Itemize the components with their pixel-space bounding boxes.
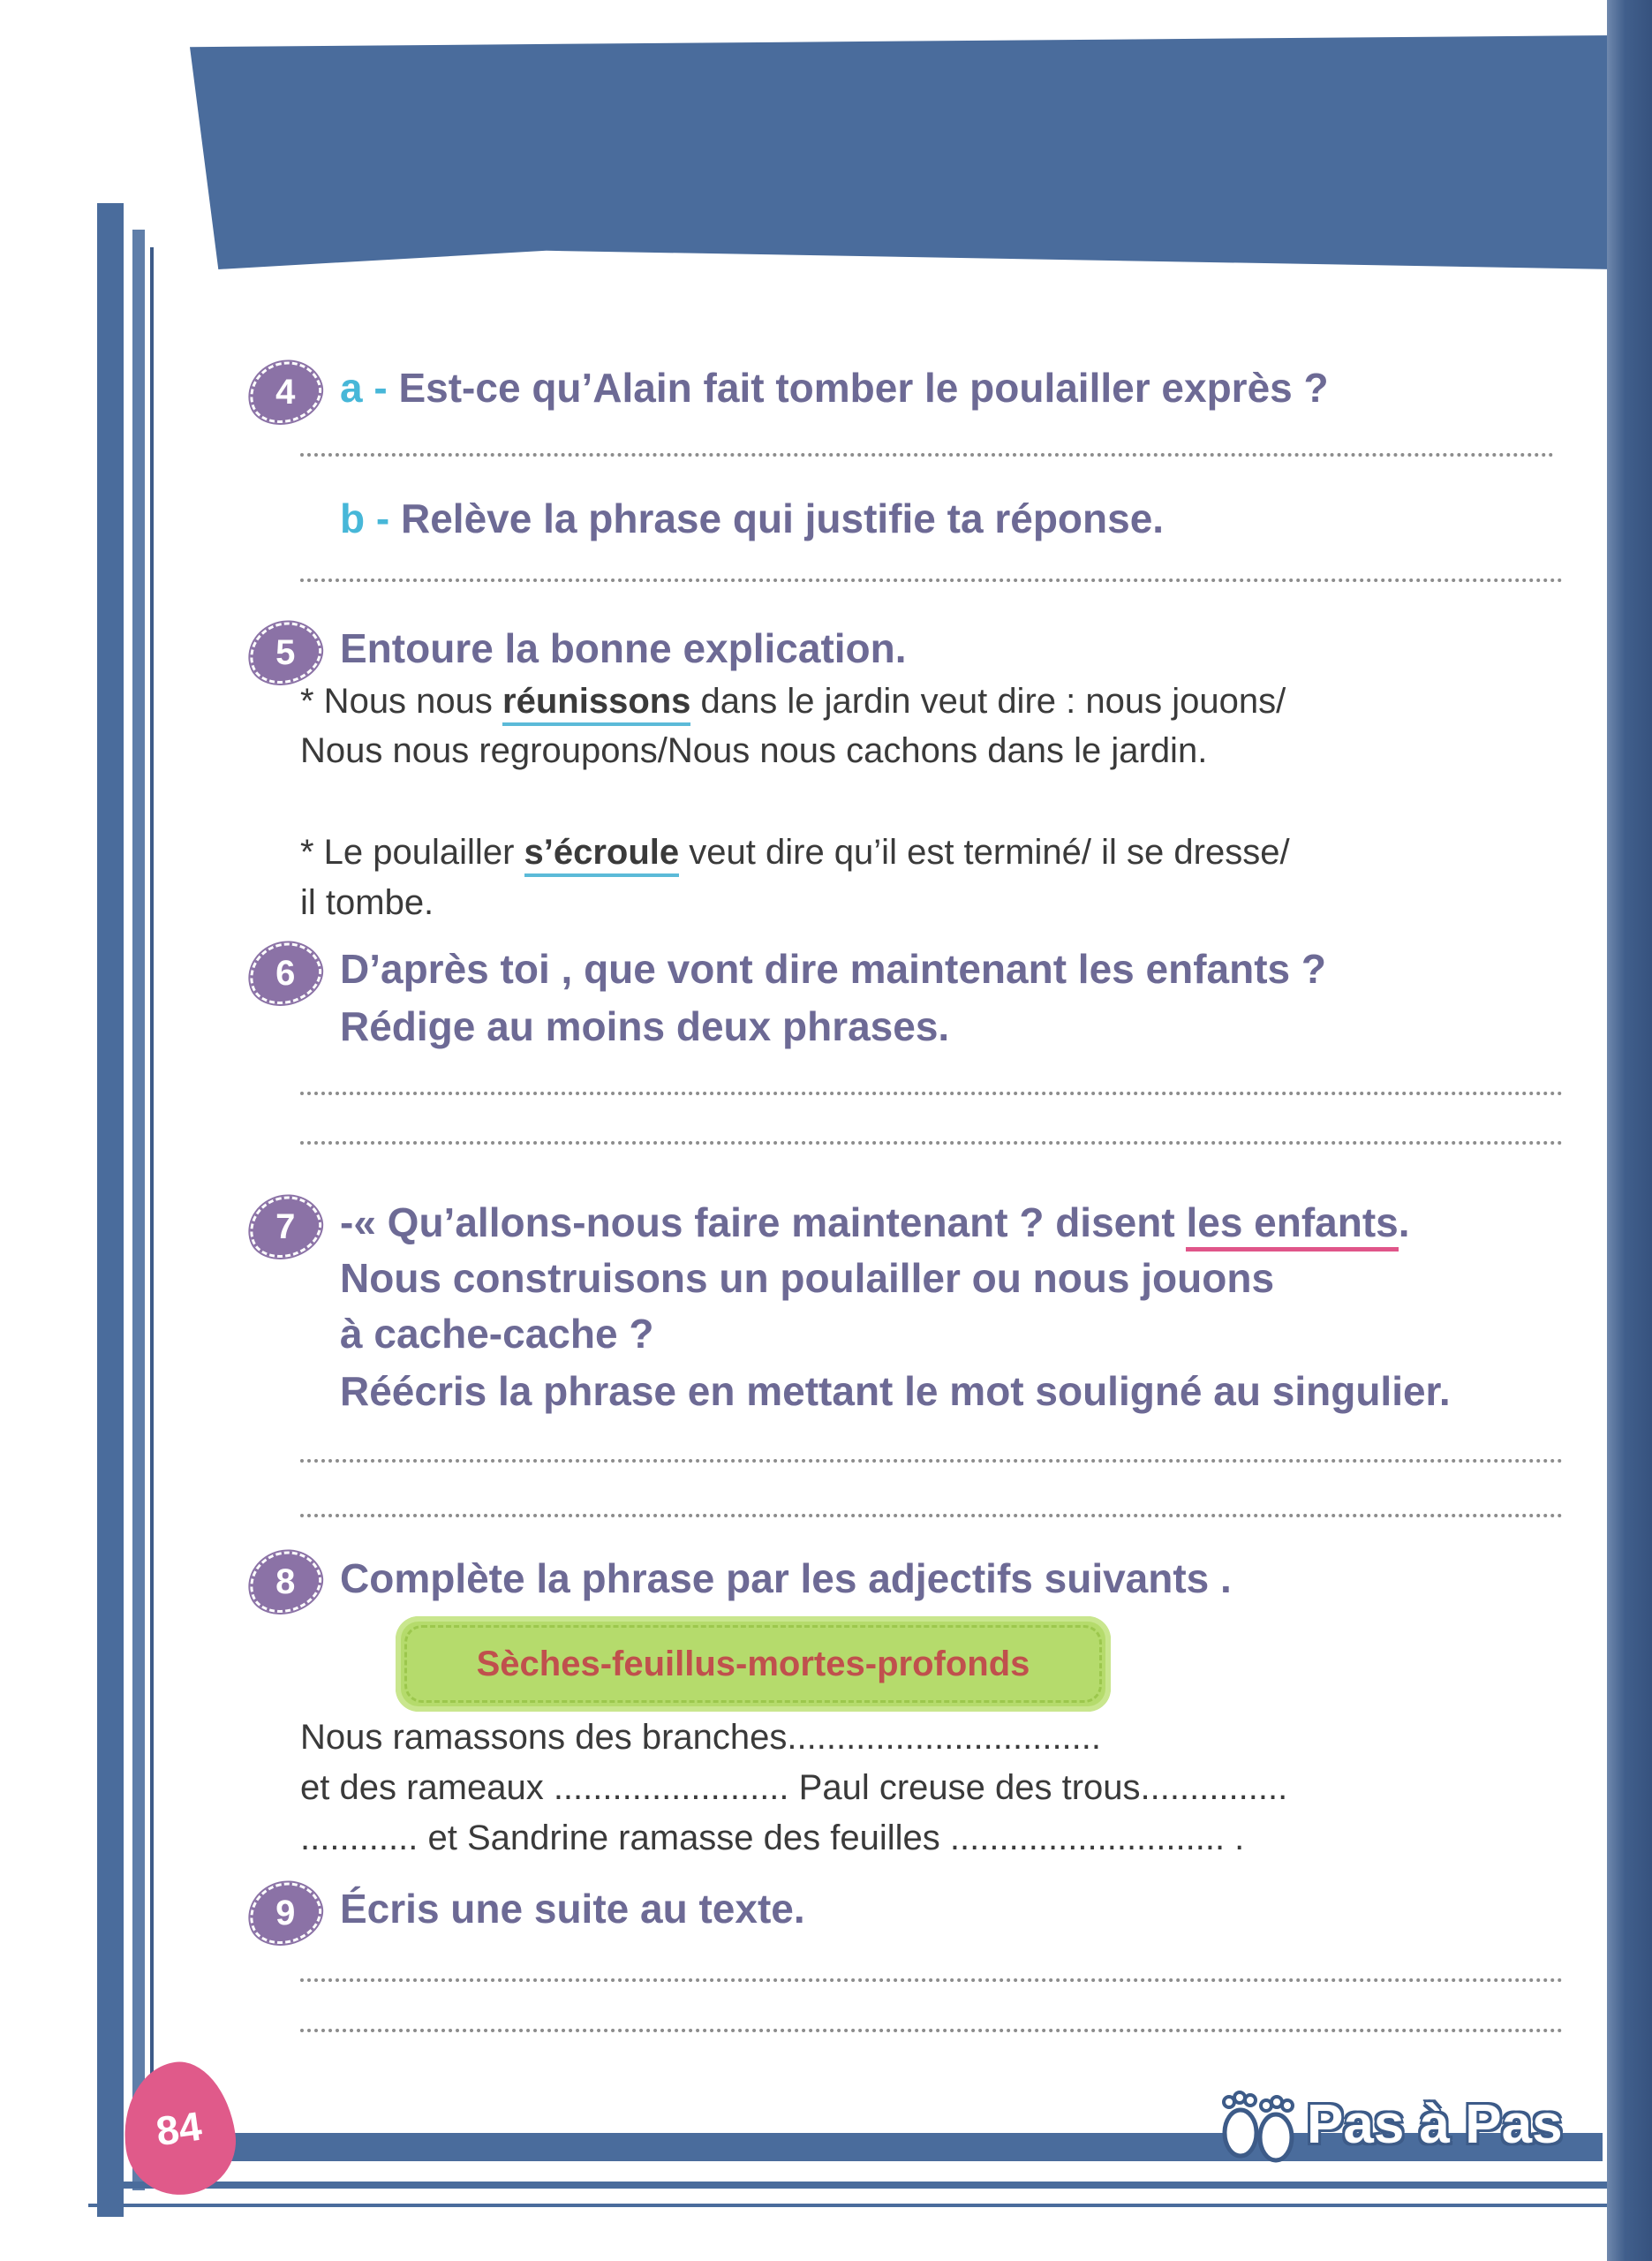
underlined-word: réunissons (502, 682, 690, 726)
question-number-badge: 7 (242, 1187, 329, 1267)
question-number-badge: 9 (242, 1873, 329, 1953)
answer-line[interactable] (300, 1978, 1563, 1982)
question-number-badge: 5 (242, 613, 329, 692)
underlined-word: les enfants (1186, 1199, 1398, 1251)
answer-line[interactable] (300, 453, 1554, 457)
question-number-badge: 8 (242, 1542, 329, 1622)
bottom-border-line (106, 2182, 1607, 2189)
question-5-title: Entoure la bonne explication. (340, 625, 907, 671)
adjectives-word-box (396, 1616, 1111, 1712)
question-8-title: Complète la phrase par les adjectifs suivants . (340, 1555, 1232, 1601)
question-6-line2: Rédige au moins deux phrases. (340, 1003, 950, 1049)
question-7-line1: -« Qu’allons-nous faire maintenant ? disent les enfants. (340, 1199, 1410, 1246)
top-banner (190, 35, 1616, 269)
question-number-badge: 6 (242, 934, 329, 1013)
question-4a-title: a - Est-ce qu’Alain fait tomber le poulailler exprès ? (340, 365, 1329, 411)
brand-logo (1210, 2084, 1580, 2164)
fill-in-line-2: et des rameaux ........................ Paul creuse des trous............... (300, 1768, 1288, 1807)
answer-line[interactable] (300, 1514, 1563, 1517)
left-border-line (150, 247, 154, 2182)
answer-line[interactable] (300, 1459, 1563, 1463)
bottom-border-line-thin (88, 2204, 1607, 2207)
fill-in-line-1: Nous ramassons des branches................................ (300, 1718, 1102, 1757)
explanation-item-2: * Le poulailler s’écroule veut dire qu’il est terminé/ il se dresse/ (300, 833, 1290, 873)
explanation-item-2-line2: il tombe. (300, 883, 434, 922)
page-number-badge: 84 (115, 2055, 243, 2202)
answer-line[interactable] (300, 1092, 1563, 1095)
brand-name: Pas à Pas (1307, 2093, 1563, 2155)
question-4b-title: b - Relève la phrase qui justifie ta réponse. (340, 495, 1165, 541)
left-border-band-inner (132, 230, 145, 2190)
explanation-item-1-line2: Nous nous regroupons/Nous nous cachons dans le jardin. (300, 731, 1208, 770)
left-border-band (97, 203, 124, 2217)
question-7-line3: à cache-cache ? (340, 1311, 654, 1357)
question-7-line2: Nous construisons un poulailler ou nous jouons (340, 1255, 1275, 1301)
page-right-edge (1607, 0, 1652, 2261)
answer-line[interactable] (300, 578, 1563, 582)
question-7-line4: Réécris la phrase en mettant le mot souligné au singulier. (340, 1368, 1451, 1414)
question-number-badge: 4 (242, 352, 329, 432)
footprints-icon (1210, 2084, 1307, 2164)
adjectives-list: Sèches-feuillus-mortes-profonds (404, 1625, 1102, 1703)
question-9-title: Écris une suite au texte. (340, 1886, 805, 1932)
answer-line[interactable] (300, 1141, 1563, 1145)
question-6-line1: D’après toi , que vont dire maintenant les enfants ? (340, 946, 1326, 992)
underlined-word: s’écroule (524, 833, 680, 877)
fill-in-line-3: ............ et Sandrine ramasse des feuilles ............................ . (300, 1819, 1245, 1857)
explanation-item-1: * Nous nous réunissons dans le jardin veut dire : nous jouons/ (300, 682, 1286, 722)
answer-line[interactable] (300, 2029, 1563, 2032)
